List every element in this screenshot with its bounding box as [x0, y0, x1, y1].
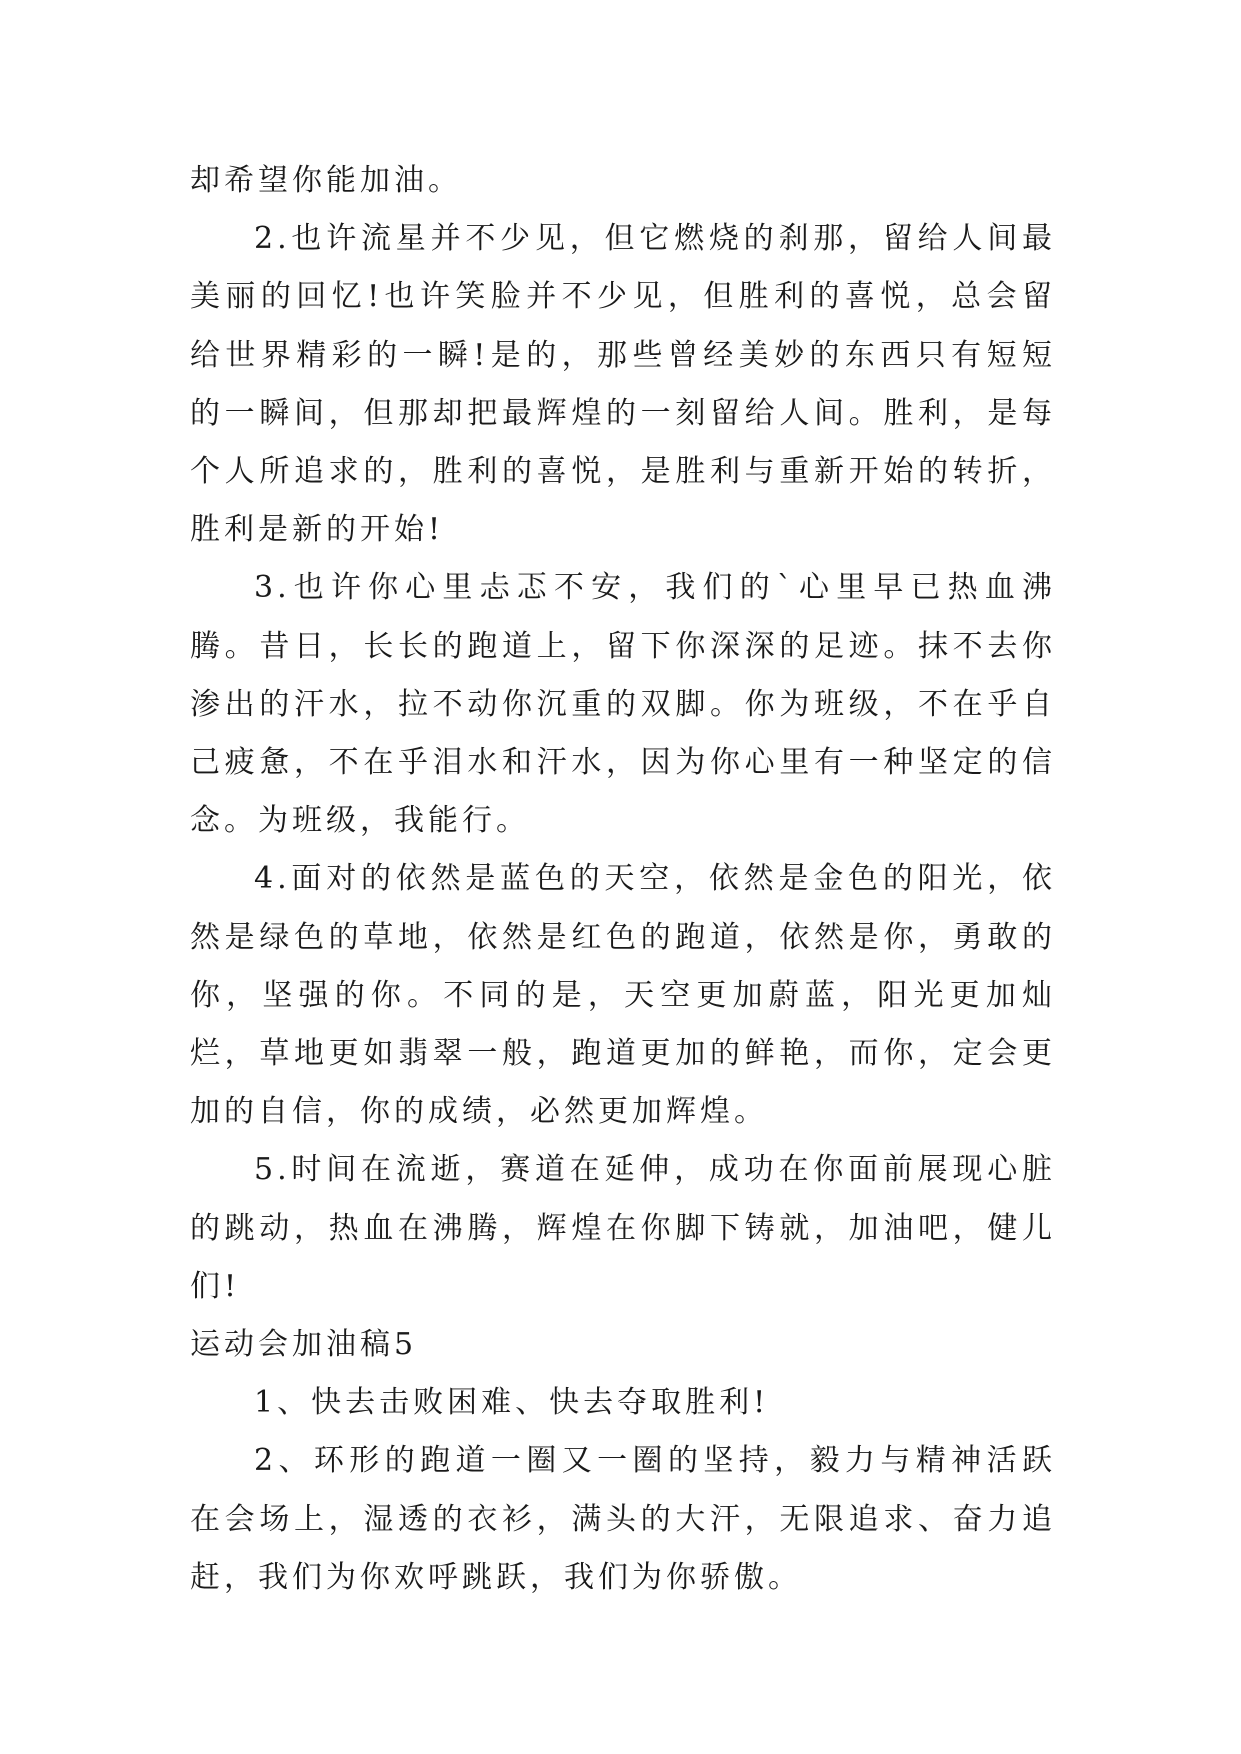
- paragraph-section-item-2: 2、环形的跑道一圈又一圈的坚持，毅力与精神活跃在会场上，湿透的衣衫，满头的大汗，无限追求、奋力追赶，我们为你欢呼跳跃，我们为你骄傲。: [190, 1443, 1056, 1595]
- document-page: [190, 152, 1056, 1607]
- paragraph-continuation: 却希望你能加油。: [190, 163, 462, 198]
- paragraph-item-3: 3.也许你心里忐忑不安，我们的`心里早已热血沸腾。昔日，长长的跑道上，留下你深深的足迹。抹不去你渗出的汗水，拉不动你沉重的双脚。你为班级，不在乎自己疲惫，不在乎泪水和汗水，因为你心里有一种坚定的信念。为班级，我能行。: [190, 570, 1056, 839]
- paragraph-item-4: 4.面对的依然是蓝色的天空，依然是金色的阳光，依然是绿色的草地，依然是红色的跑道，依然是你，勇敢的你，坚强的你。不同的是，天空更加蔚蓝，阳光更加灿烂，草地更如翡翠一般，跑道更加的鲜艳，而你，定会更加的自信，你的成绩，必然更加辉煌。: [190, 861, 1056, 1130]
- paragraph-item-2: 2.也许流星并不少见，但它燃烧的刹那，留给人间最美丽的回忆!也许笑脸并不少见，但胜利的喜悦，总会留给世界精彩的一瞬!是的，那些曾经美妙的东西只有短短的一瞬间，但那却把最辉煌的一刻留给人间。胜利，是每个人所追求的，胜利的喜悦，是胜利与重新开始的转折，胜利是新的开始!: [190, 221, 1056, 548]
- paragraph-item-5: 5.时间在流逝，赛道在延伸，成功在你面前展现心脏的跳动，热血在沸腾，辉煌在你脚下铸就，加油吧，健儿们!: [190, 1152, 1056, 1304]
- paragraph-section-item-1: 1、快去击败困难、快去夺取胜利!: [254, 1385, 770, 1421]
- section-heading: 运动会加油稿5: [190, 1327, 418, 1363]
